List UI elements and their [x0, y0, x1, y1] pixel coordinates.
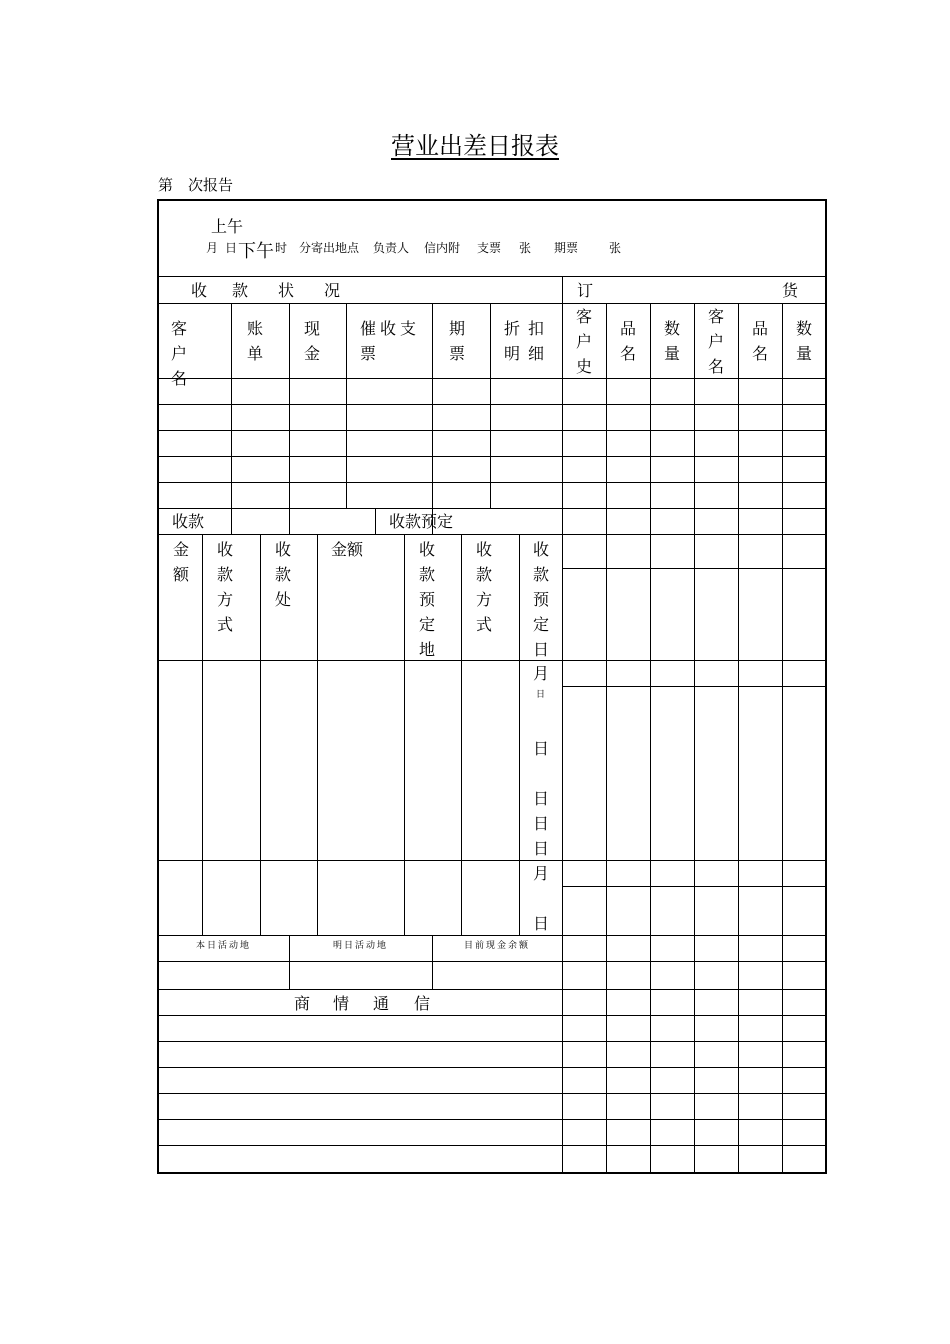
column-divider [289, 303, 290, 534]
col-header-quantity: 数量 [663, 319, 680, 363]
schedule-days: 日日日 [532, 789, 549, 858]
column-divider [260, 534, 261, 935]
column-divider [694, 303, 695, 1172]
row-divider [159, 935, 825, 936]
column-divider [461, 534, 462, 935]
col-header-planned-date: 收款预定日 [532, 540, 549, 659]
col-header-amount: 金额 [172, 540, 189, 584]
row-divider [159, 989, 825, 990]
column-divider [289, 935, 290, 989]
header-send-place: 分寄出地点 [299, 241, 360, 255]
col-header-method: 收款方式 [475, 540, 492, 634]
col-header-customer-name: 客户名 [707, 307, 724, 376]
col-header-product: 品名 [619, 319, 636, 363]
col-header-planned-place: 收款预定地 [418, 540, 435, 659]
schedule-day: 日 [533, 739, 550, 758]
row-divider [159, 1119, 825, 1120]
column-divider [375, 508, 376, 534]
order-heading: 订 [577, 281, 594, 300]
business-info-heading: 通 [373, 994, 390, 1013]
report-form-table [157, 199, 827, 1174]
row-divider [159, 1015, 825, 1016]
row-divider [159, 276, 825, 277]
report-number-label: 第 次报告 [158, 176, 234, 194]
collection-status-heading: 收 [191, 281, 208, 300]
column-divider [317, 534, 318, 935]
row-divider [159, 1041, 825, 1042]
col-header-customer-history: 客户史 [575, 307, 592, 376]
header-pm: 下午 [238, 241, 274, 262]
header-month: 月 [206, 241, 219, 255]
row-divider [159, 860, 825, 861]
business-info-heading: 情 [333, 994, 350, 1013]
order-heading: 货 [782, 281, 799, 300]
schedule-month: 月 [533, 664, 550, 683]
page-title: 营业出差日报表 [391, 132, 559, 160]
column-divider [346, 303, 347, 508]
col-header-bill: 账单 [246, 319, 263, 363]
row-divider [159, 508, 825, 509]
header-sheet: 张 [519, 241, 532, 255]
schedule-month: 月 [533, 864, 550, 883]
header-check: 支票 [477, 241, 502, 255]
col-header-customer: 客户名 [171, 319, 196, 388]
row-divider [159, 1067, 825, 1068]
row-divider [159, 961, 825, 962]
row-divider [159, 482, 825, 483]
column-divider [404, 534, 405, 935]
col-header-dunning-check: 催收支票 [360, 319, 421, 363]
collection-status-heading: 款 [232, 281, 249, 300]
column-divider [432, 303, 433, 534]
schedule-day: 日 [533, 914, 550, 933]
row-divider [159, 1145, 825, 1146]
column-divider [606, 303, 607, 1172]
collection-plan-label: 收款预定 [389, 512, 454, 531]
row-divider [159, 1093, 825, 1094]
header-responsible: 负责人 [373, 241, 410, 255]
row-divider [159, 660, 825, 661]
column-divider [650, 303, 651, 1172]
schedule-day-small: 日 [536, 690, 546, 700]
column-divider [782, 303, 783, 1172]
activity-today-label: 本日活动地 [196, 941, 252, 951]
col-header-method: 收款方式 [216, 540, 233, 634]
column-divider [202, 534, 203, 935]
activity-tomorrow-label: 明日活动地 [333, 941, 389, 951]
column-divider [562, 276, 563, 1172]
column-divider [231, 303, 232, 534]
col-header-place: 收款处 [274, 540, 291, 609]
header-day: 日 [225, 241, 238, 255]
collection-status-heading: 状 [278, 281, 295, 300]
header-promissory: 期票 [554, 241, 579, 255]
business-info-heading: 信 [414, 994, 431, 1013]
column-divider [519, 534, 520, 935]
col-header-product: 品名 [751, 319, 768, 363]
row-divider [159, 456, 825, 457]
header-hour: 时 [275, 241, 288, 255]
col-header-discount: 折扣明细 [504, 319, 553, 363]
header-sheet: 张 [609, 241, 622, 255]
column-divider [490, 303, 491, 508]
col-header-amount: 金额 [331, 540, 364, 559]
col-header-quantity: 数量 [795, 319, 812, 363]
row-divider [159, 534, 825, 535]
collection-status-heading: 况 [324, 281, 341, 300]
col-header-promissory: 期票 [448, 319, 465, 363]
row-divider [159, 404, 825, 405]
row-divider [159, 430, 825, 431]
collection-label: 收款 [172, 512, 205, 531]
column-divider [738, 303, 739, 1172]
cash-balance-label: 目前现金余额 [464, 941, 531, 951]
col-header-cash: 现金 [303, 319, 320, 363]
business-info-heading: 商 [294, 994, 311, 1013]
header-enclosed: 信内附 [424, 241, 461, 255]
header-am: 上午 [211, 217, 244, 236]
column-divider [432, 935, 433, 989]
